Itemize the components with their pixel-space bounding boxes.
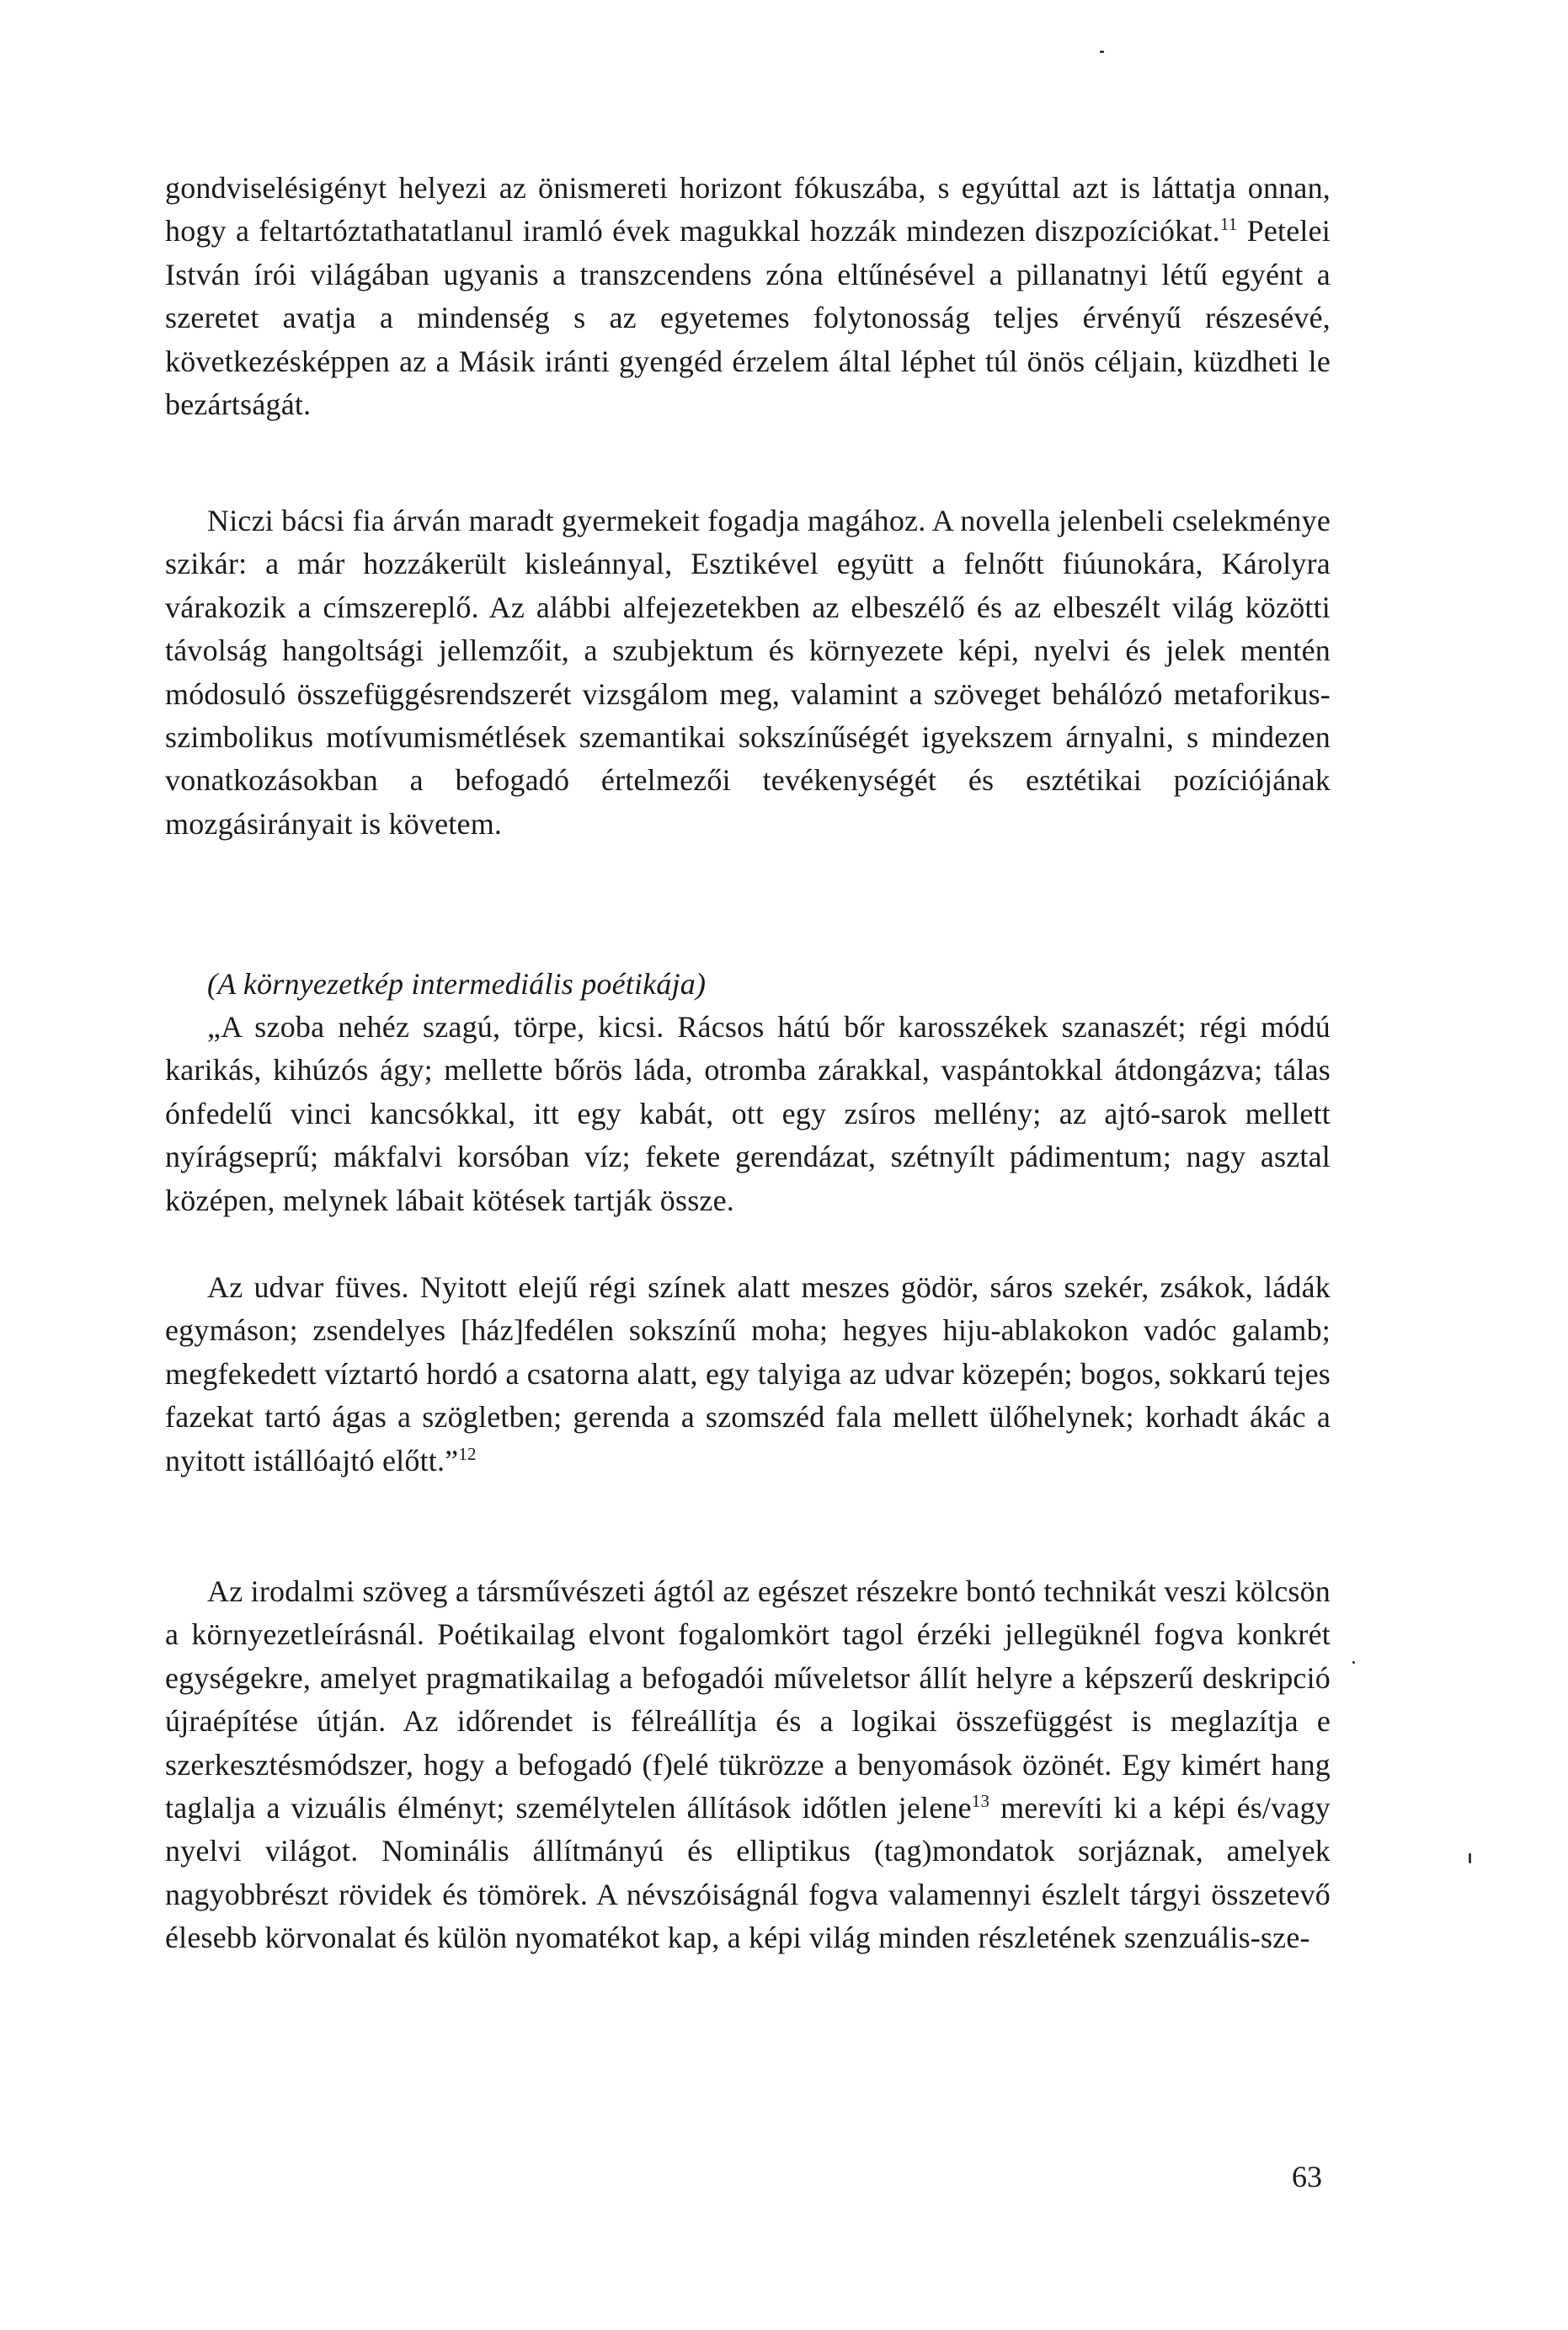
scan-speck bbox=[1352, 1661, 1355, 1664]
paragraph-text-part: Petelei István írói világában ugyanis a transzcendens zóna eltűnésével a pillanatnyi létű egyént a szeretet avatja a mindenség s az egyetemes folytonosság teljes érvényű részesévé, következésképpen az a Másik iránti gyengéd érzelem által léphet túl önös céljain, küzdheti le bezártságát. bbox=[165, 214, 1331, 422]
block-quote-part-2 bbox=[165, 1266, 1331, 1483]
quote-text bbox=[165, 1266, 1331, 1483]
section-heading: (A környezetkép intermediális poétikája) bbox=[207, 967, 707, 1001]
quote-text-part: Az udvar füves. Nyitott elejű régi színek alatt meszes gödör, sáros szekér, zsákok, ládák egymáson; zsendelyes [ház]fedélen sokszínű moha; hegyes hiju-ablakokon vadóc galamb; megfekedett víztartó hordó a csatorna alatt, egy talyiga az udvar közepén; bogos, sokkarú tejes fazekat tartó ágas a szögletben; gerenda a szomszéd fala mellett ülőhelynek; korhadt ákác a nyitott istállóajtó előtt.” bbox=[165, 1270, 1331, 1478]
paragraph bbox=[165, 1570, 1331, 1960]
paragraph-text bbox=[165, 1570, 1331, 1960]
paragraph-text-part: Az irodalmi szöveg a társművészeti ágtól az egészet részekre bontó technikát veszi kölcsön a környezetleírásnál. Poétikailag elvont fogalomkört tagol érzéki jellegüknél fogva konkrét egységekre, amelyet pragmatikailag a befogadói műveletsor állít helyre a képszerű deskripció újraépítése útján. Az időrendet is félreállítja és a logikai összefüggést is meglazítja e szerkesztésmódszer, hogy a befogadó (f)elé tükrözze a benyomások özönét. Egy kimért hang taglalja a vizuális élményt; személytelen állítások időtlen jelene bbox=[165, 1574, 1331, 1825]
paragraph-text-part: gondviselésigényt helyezi az önismereti horizont fókuszába, s egyúttal azt is láttatja onnan, hogy a feltartóztathatatlanul iramló évek magukkal hozzák mindezen diszpozíciókat. bbox=[165, 171, 1331, 248]
footnote-marker: 12 bbox=[458, 1443, 477, 1464]
paragraph-text-part: merevíti ki a képi és/vagy nyelvi világot. Nominális állítmányú és elliptikus (tag)mondatok sorjáznak, amelyek nagyobbrészt rövidek és tömörek. A névszóiságnál fogva valamennyi észlelt tárgyi összetevő élesebb körvonalat és külön nyomatékot kap, a képi világ minden részletének szenzuális-sze- bbox=[165, 1791, 1331, 1955]
paragraph-continuation bbox=[165, 167, 1331, 426]
block-quote-part-1 bbox=[165, 1006, 1331, 1222]
page-number: 63 bbox=[1292, 2160, 1322, 2194]
paragraph-text bbox=[165, 167, 1331, 426]
paragraph bbox=[165, 500, 1331, 846]
quote-text: „A szoba nehéz szagú, törpe, kicsi. Rácsos hátú bőr karosszékek szanaszét; régi módú karikás, kihúzós ágy; mellette bőrös láda, otromba zárakkal, vaspántokkal átdongázva; tálas ónfedelű vinci kancsókkal, itt egy kabát, ott egy zsíros mellény; az ajtó-sarok mellett nyírágseprű; mákfalvi korsóban víz; fekete gerendázat, szétnyílt pádimentum; nagy asztal középen, melynek lábait kötések tartják össze. bbox=[165, 1010, 1331, 1217]
scan-speck bbox=[1100, 51, 1104, 53]
footnote-marker: 11 bbox=[1219, 214, 1238, 235]
scan-speck bbox=[1469, 1853, 1471, 1863]
paragraph-text: Niczi bácsi fia árván maradt gyermekeit fogadja magához. A novella jelenbeli cselekménye szikár: a már hozzákerült kisleánnyal, Esztikével együtt a felnőtt fiúunokára, Károlyra várakozik a címszereplő. Az alábbi alfejezetekben az elbeszélő és az elbeszélt világ közötti távolság hangoltsági jellemzőit, a szubjektum és környezete képi, nyelvi és jelek mentén módosuló összefüggésrendszerét vizsgálom meg, valamint a szöveget behálózó metaforikus-szimbolikus motívumismétlések szemantikai sokszínűségét igyekszem árnyalni, s mindezen vonatkozásokban a befogadó értelmezői tevékenységét és esztétikai pozíciójának mozgásirányait is követem. bbox=[165, 504, 1331, 841]
footnote-marker: 13 bbox=[971, 1791, 990, 1812]
